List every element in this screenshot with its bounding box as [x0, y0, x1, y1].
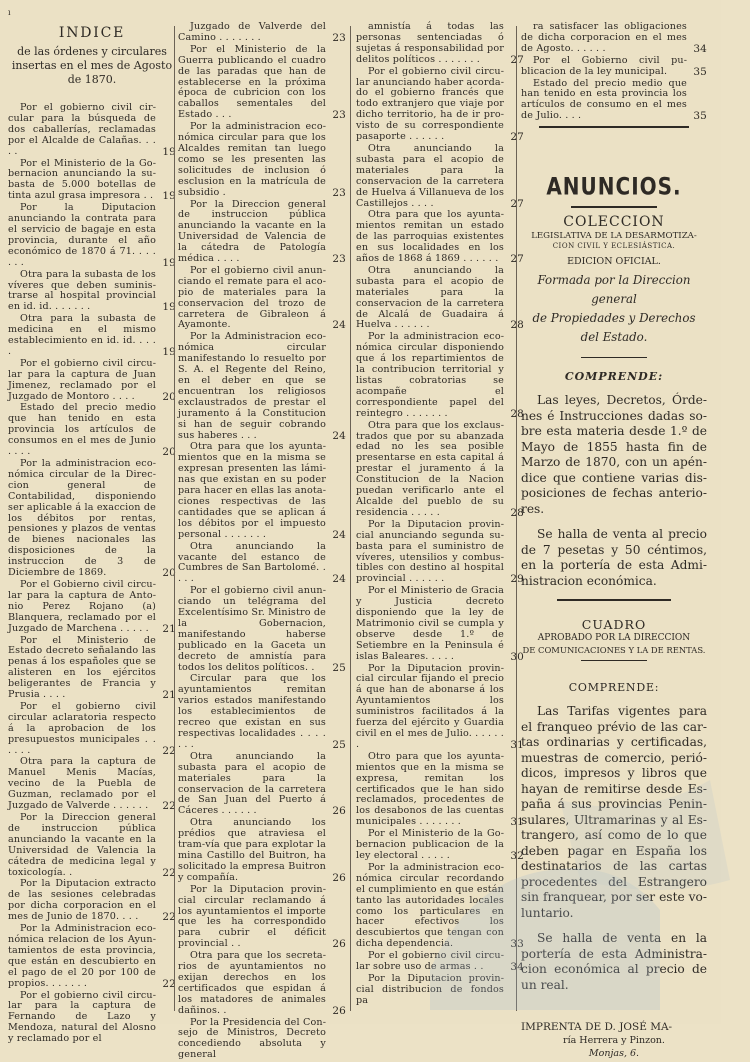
index-entry [356, 586, 524, 662]
index-entry [8, 636, 176, 701]
column-rule [174, 26, 175, 1011]
entry-page-number: 20 [162, 446, 176, 459]
entry-page-number: 26 [332, 871, 346, 884]
index-entry [356, 144, 524, 209]
index-entry [178, 1018, 346, 1062]
entry-text: Por el gobierno civil circular para la captura de Fernando de Lazo y Mendoza, natural del Alosno y reclamado por el [8, 989, 156, 1045]
entry-text: Otra anunciando la vacante del estanco de Cumbres de San Bartolomé. . . . . [178, 540, 326, 585]
entry-text: Por el Ministerio de la Gobernacion publicacion de la ley electoral . . . . . [356, 828, 504, 861]
entry-text: Por el gobierno civil circular para la búsqueda de dos caballerías, reclamadas por el Alcalde de Calañas. . . . . [8, 102, 156, 157]
entry-text: Otra para que los ayuntamientos remitan un estado de las parroquias existentes en sus localidades en los años de 1868 á 1869 . . . . . . [356, 209, 504, 265]
entry-text: Por el gobierno civil circular para la captura de Juan Jimenez, reclamado por el Juzgado de Montoro . . . . [8, 357, 156, 402]
entry-text: Estado del precio medio que han tenido en esta provincia los artículos de consumos en el mes de Junio . . . . [8, 402, 156, 458]
entry-page-number: 21 [162, 622, 176, 635]
entry-text: Por la Diputacion provincial anunciando segunda subasta para el suministro de víveres, utensilios y combustibles con destino al hospital provincial . . . . . . [356, 518, 504, 585]
entry-text: Por la Diputacion provincial distribucion de fondos pa [356, 972, 504, 1006]
index-entry [8, 702, 176, 757]
imprint [521, 1021, 707, 1060]
index-entry [178, 22, 346, 44]
index-entry [178, 674, 346, 750]
entry-text: Otro para que los ayuntamientos que en la misma se expresa, remitan los certificados que le han sido reclamados, procedentes de los desabonos de las cuentas municipales . . . . . . . [356, 750, 504, 828]
index-entry [8, 103, 176, 158]
index-entry [178, 442, 346, 540]
cuadro-heading: CUADRO [581, 617, 647, 633]
edicion-oficial: EDICION OFICIAL. [567, 256, 661, 268]
index-entry [178, 266, 346, 331]
entry-text: Por el gobierno civil circular anunciando haber acordado el gobierno francés que todo extranjero que viaje por dicho territorio, ha de ir provisto de su correspondiente pasaporte . . . . . . [356, 65, 504, 143]
index-entry [356, 863, 524, 950]
entry-page-number: 21 [162, 689, 176, 702]
entry-text: Por el gobierno civil circular sobre uso de armas . . [356, 950, 504, 973]
entry-page-number: 31 [510, 738, 524, 751]
entry-page-number: 27 [510, 131, 524, 144]
entry-text: Por el gobierno civil anunciando un telégrama del Excelentísimo Sr. Ministro de la Gobernacion, manifestando haberse publicado en la Gaceta un decreto de amnistía para todos los delitos políticos. . [178, 585, 326, 673]
entry-text: Por el Ministerio de Estado decreto señalando las penas á los españoles que se alisteren en los ejércitos beligerantes de Francia y Prusia . . . . [8, 634, 156, 701]
column-2 [178, 22, 346, 1062]
entry-page-number: 34 [510, 961, 524, 974]
entry-text: Otra anunciando los prédios que atraviesa el tram-vía que para explotar la mina Castillo del Buitron, ha solicitado la empresa Buitron y compañía. [178, 817, 326, 883]
index-entry [356, 266, 524, 331]
entry-page-number: 19 [162, 256, 176, 269]
index-entries [178, 22, 346, 1061]
comunicaciones-line: DE COMUNICACIONES Y LA DE RENTAS. [522, 645, 706, 656]
entry-page-number: 30 [510, 650, 524, 663]
entry-text: Por la Direccion general de instruccion pública anunciando la vacante en la Universidad de Valencia de la cátedra de Patología médica . . . . [178, 198, 326, 265]
entry-text: Otra para la subasta de los víveres que deben suministrarse al hospital provincial en id. id. . . . . . . [8, 268, 156, 313]
index-entries [8, 103, 176, 1045]
divider [539, 126, 689, 128]
entry-page-number: 27 [510, 253, 524, 266]
column-rule [350, 26, 351, 1011]
entry-page-number: 27 [510, 197, 524, 210]
entry-page-number: 34 [693, 42, 707, 55]
entry-page-number: 25 [332, 738, 346, 751]
index-subtitle-line: de 1870. [67, 73, 117, 86]
entry-text: Circular para que los ayuntamientos remitan varios estados manifestando los establecimientos de recreo que existan en sus respectivas localidades . . . . . . . [178, 673, 326, 750]
index-entry [356, 829, 524, 862]
civil-line: CION CIVIL Y ECLESIÁSTICA. [552, 242, 676, 251]
index-entry [356, 664, 524, 751]
entry-page-number: 32 [510, 849, 524, 862]
entry-page-number: 24 [332, 528, 346, 541]
tarifas-price: Se halla de venta en la portería de esta Administracion económica al precio de un real. [521, 931, 707, 992]
comprende-heading: COMPRENDE: [564, 370, 664, 384]
entry-page-number: 19 [162, 345, 176, 358]
index-entry [356, 332, 524, 419]
entry-page-number: 20 [162, 390, 176, 403]
column-rule [516, 26, 517, 1011]
entry-text: Por la Administracion económica circular manifestando lo resuelto por S. A. el Regente del Reino, en el deber en que se encuentran los religiosos exclaustrados de prestar el juramento á la Constitucion si han de seguir cobrando sus haberes . . . [178, 331, 326, 441]
divider [581, 357, 647, 358]
entry-page-number: 27 [510, 53, 524, 66]
entry-text: Otra para que los ayuntamientos que en la misma se expresan presenten las láminas que existan en su poder para hacer en ellas las anotaciones respectivas de las cantidades que se aplican á los débitos por el impuesto personal . . . . . . . [178, 441, 326, 540]
index-title: INDICE [58, 25, 126, 41]
entry-text: Por el gobierno civil circular aclaratoria respecto á la aprobacion de los presupuestos municipales . . . . . . [8, 700, 156, 756]
entry-page-number: 31 [510, 816, 524, 829]
entry-page-number: 20 [162, 567, 176, 580]
entry-text: Otra anunciando la subasta para el acopio de materiales para la conservacion de la carretera de Huelva á Villanueva de los Castillejos . . . . [356, 142, 505, 209]
entry-text: Otra para la captura de Manuel Menis Macías, vecino de la Puebla de Guzman, reclamado por el Juzgado de Valverde . . . . . . [8, 756, 156, 812]
legislativa-line: LEGISLATIVA DE LA DESARMOTIZA- [531, 231, 697, 242]
index-subtitle-line: insertas en el mes de Agosto [11, 59, 173, 72]
entry-page-number: 33 [510, 938, 524, 951]
divider [571, 206, 657, 208]
entry-page-number: 28 [510, 319, 524, 332]
entry-text: Juzgado de Valverde del Camino . . . . . . . [178, 21, 326, 43]
index-entry [8, 270, 176, 314]
aprobado-line: APROBADO POR LA DIRECCION [537, 633, 691, 644]
index-entry [8, 991, 176, 1046]
formada-text [521, 271, 707, 347]
entry-page-number: 19 [162, 301, 176, 314]
index-entry [356, 22, 524, 66]
imprint-line: ría Herrera y Pinzon. [563, 1035, 665, 1047]
entry-text: Por el Gobierno civil publicacion de la ley municipal. [521, 54, 687, 77]
index-subtitle [8, 45, 176, 87]
entry-text: Por el Ministerio de la Gobernacion anunciando la subasta de 5.000 botellas de tinta azul grasa impresora . . [8, 157, 156, 202]
entry-page-number: 29 [510, 573, 524, 586]
entry-text: Por la administracion económica circular para que los Alcaldes remitan tan luego como se les presenten las solicitudes de inclusion ó esclusion en la matrícula de subsidio . [178, 121, 326, 198]
index-entry [8, 924, 176, 989]
entry-page-number: 26 [332, 938, 346, 951]
divider [581, 660, 647, 661]
index-entry [8, 314, 176, 358]
entry-text: Por la Diputacion extracto de las sesiones celebradas por dicha corporacion en el mes de Junio de 1870. . . . [8, 878, 156, 923]
entry-text: Otra anunciando la subasta para el acopio de materiales para la conservacion de la carretera de San Juan del Puerto á Cáceres . . . . . . [178, 750, 326, 817]
imprint-line: IMPRENTA DE D. JOSÉ MA- [521, 1021, 673, 1034]
index-entry [356, 520, 524, 585]
entry-page-number: 22 [162, 911, 176, 924]
index-entry [356, 210, 524, 265]
entry-page-number: 23 [332, 253, 346, 266]
index-entry [356, 421, 524, 519]
entry-page-number: 35 [693, 110, 707, 123]
index-entry [8, 813, 176, 878]
coleccion-heading: COLECCION [563, 214, 665, 231]
index-entry [8, 879, 176, 923]
index-entry [178, 122, 346, 198]
index-entry [521, 56, 707, 78]
entry-page-number: 24 [332, 319, 346, 332]
entry-text: Por la Diputacion anunciando la contrata para el servicio de bagaje en esta provincia, durante el año económico de 1870 á 71. . . . . . . [8, 202, 156, 268]
entry-text: Otra para que los secretarios de ayuntamientos no exijan derechos en los certificados que espidan á los matadores de animales dañinos. . [178, 950, 326, 1016]
index-entry [8, 359, 176, 403]
column-4 [521, 22, 707, 1060]
column-1 [8, 22, 176, 1046]
entry-text: ra satisfacer las obligaciones de dicha corporacion en el mes de Agosto. . . . . . [521, 21, 687, 54]
entry-text: Estado del precio medio que han tenido en esta provincia los artículos de consumo en el mes de Julio. . . . [521, 77, 687, 122]
divider [557, 599, 671, 601]
index-entry [8, 459, 176, 579]
index-subtitle-line: de las órdenes y circulares [17, 45, 167, 58]
anuncios-title: ANUNCIOS. [546, 171, 682, 201]
column-3 [356, 22, 524, 1008]
index-entry [521, 79, 707, 123]
entry-text: amnistía á todas las personas sentenciadas ó sujetas á responsabilidad por delitos políticos . . . . . . . [356, 21, 504, 65]
entry-page-number: 24 [332, 429, 346, 442]
index-entry [178, 332, 346, 441]
entry-text: Por la administracion económica circular disponiendo que á los repartimientos de la contribucion territorial y listas cobratorias se acompañe el correspondiente papel del reintegro . . . . . . . [356, 331, 504, 419]
entry-page-number: 22 [162, 977, 176, 990]
entry-page-number: 26 [332, 805, 346, 818]
formada-line: Formada por la Direccion general [537, 273, 691, 307]
entry-text: Por la administracion económica circular de la Direccion general de Contabilidad, disponiendo ser aplicable á la exaccion de los débitos por rentas, pensiones y plazos de ventas de bienes nacionales las disposiciones de la instruccion de 3 de Diciembre de 1869. [8, 458, 156, 579]
entry-page-number: 28 [510, 407, 524, 420]
coleccion-description: Las leyes, Decretos, Órdenes é Instrucciones dadas sobre esta materia desde 1.º de Mayo de 1855 hasta fin de Marzo de 1870, con un apéndice que contiene varias disposiciones de fechas anteriores. [521, 393, 707, 516]
entry-page-number: 23 [332, 31, 346, 44]
formada-line: de Propiedades y Derechos [532, 311, 696, 326]
entry-page-number: 22 [162, 866, 176, 879]
entry-text: Por el Ministerio de la Guerra publicando el cuadro de las paradas que han de establecerse en la próxima época de cubricion con los caballos sementales del Estado . . . [178, 43, 326, 121]
entry-page-number: 22 [162, 800, 176, 813]
index-entry [178, 586, 346, 673]
entry-page-number: 19 [162, 145, 176, 158]
corner-mark: ı [8, 8, 11, 17]
tarifas-description: Las Tarifas vigentes para el franqueo prévio de las cartas ordinarias y certificadas, muestras de comercio, periódicos, impresos y libros que hayan de remitirse desde España á sus provincias Peninsulares, Ultramarinas y al Estrangero, así como de lo que deben pagar en España los destinatarios de las cartas procedentes del Estrangero sin franquear, por ser este voluntario. [521, 704, 707, 920]
entry-page-number: 35 [693, 65, 707, 78]
index-entry [8, 757, 176, 812]
entry-text: Por la Direccion general de instruccion pública anunciando la vacante en la Universidad de Valencia la cátedra de medicina legal y toxicología. . [8, 812, 156, 878]
index-entries [356, 22, 524, 1007]
index-entry [178, 885, 346, 950]
entry-text: Por la Presidencia del Consejo de Ministros, Decreto concediendo absoluta y general [178, 1016, 326, 1061]
entry-page-number: 23 [332, 109, 346, 122]
entry-page-number: 25 [332, 661, 346, 674]
index-entry [178, 542, 346, 586]
formada-line: del Estado. [580, 330, 648, 345]
index-entry [521, 22, 707, 55]
index-entry [178, 752, 346, 817]
index-entry [356, 67, 524, 143]
entry-text: Por la Diputacion provincial circular reclamando á los ayuntamientos el importe que les ha correspondido para cubrir el déficit provincial . . [178, 883, 326, 950]
entry-text: Por el Ministerio de Gracia y Justicia decreto disponiendo que la ley de Matrimonio civil se cumpla y observe desde 1.º de Setiembre en la Peninsula é islas Baleares. . . . . [356, 585, 504, 662]
index-entries [521, 22, 707, 122]
entry-text: Otra anunciando la subasta para el acopio de materiales para la conservacion de la carretera de Alcalá de Guadaira á Huelva . . . . . . [356, 264, 504, 331]
index-entry [178, 818, 346, 883]
entry-text: Por la Diputacion provincial circular fijando el precio á que han de abonarse á los Ayuntamientos los suministros facilitados á la fuerza del ejército y Guardia civil en el mes de Julio. . . . . . . [356, 662, 504, 750]
coleccion-price: Se halla de venta al precio de 7 pesetas y 50 céntimos, en la portería de esta Administracion económica. [521, 527, 707, 588]
entry-page-number: 28 [510, 506, 524, 519]
entry-text: Otra para que los exclaustrados que por su abanzada edad no les sea posible presentarse en esta capital á prestar el juramento á la Constitucion de la Nacion puedan verificarlo ante el Alcalde del pueblo de su residencia . . . . . [356, 419, 504, 518]
index-entry [8, 203, 176, 268]
index-entry [8, 159, 176, 203]
entry-text: Otra para la subasta de medicina en el mismo establecimiento en id. id. . . . . [8, 313, 156, 357]
index-entry [356, 951, 524, 973]
imprint-address: Monjas, 6. [588, 1048, 640, 1060]
entry-page-number: 19 [162, 190, 176, 203]
entry-text: Por la administracion económica circular recordando el cumplimiento en que están tanto las autoridades locales como los particulares en hacer efectivos los descubiertos que tengan con dicha dependencia. [356, 861, 504, 950]
index-entry [178, 951, 346, 1016]
index-entry [356, 974, 524, 1007]
entry-text: Por el Gobierno civil circular para la captura de Antonio Perez Rojano (a) Blanquera, reclamado por el Juzgado de Marchena . . . . . [8, 578, 156, 634]
comprende-heading: COMPRENDE: [568, 681, 660, 695]
entry-text: Por el gobierno civil anunciando el remate para el acopio de materiales para la conservacion del trozo de carretera de Gibraleon á Ayamonte. [178, 264, 326, 331]
index-entry [178, 45, 346, 121]
index-entry [356, 752, 524, 828]
entry-page-number: 22 [162, 744, 176, 757]
index-entry [8, 580, 176, 635]
entry-page-number: 23 [332, 186, 346, 199]
entry-page-number: 26 [332, 1004, 346, 1017]
entry-text: Por la Administracion económica relacion de los Ayuntamientos de esta provincia, que están en descubierto en el pago de el 20 por 100 de propios. . . . . . . [8, 923, 156, 989]
index-entry [178, 200, 346, 265]
index-entry [8, 403, 176, 458]
entry-page-number: 24 [332, 573, 346, 586]
